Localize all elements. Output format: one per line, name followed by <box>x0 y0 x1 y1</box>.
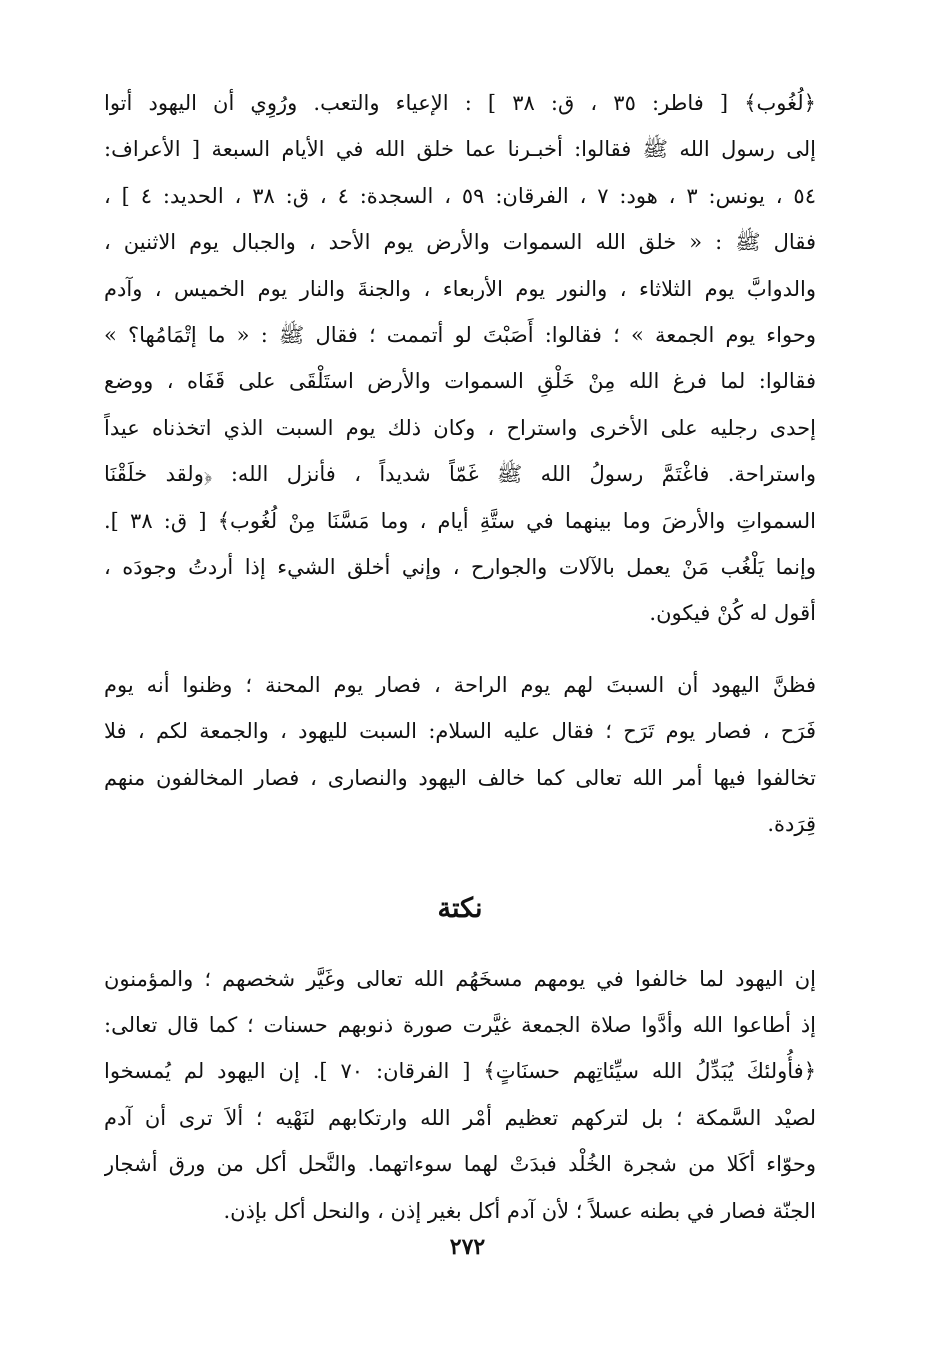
text-line: ﴿لُغُوب﴾ [ فاطر: ٣٥ ، ق: ٣٨ ] : الإعياء والتعب. ورُوِي أن اليهود أتوا <box>104 91 816 115</box>
text-line: ٥٤ ، يونس: ٣ ، هود: ٧ ، الفرقان: ٥٩ ، السجدة: ٤ ، ق: ٣٨ ، الحديد: ٤ ] ، <box>104 183 816 208</box>
paragraph-1 <box>104 80 816 637</box>
text-line: ﴿فأُولئكَ يُبَدِّلُ الله سيِّئاتِهم حسنَاتٍ﴾ [ الفرقان: ٧٠ ]. إن اليهود لم يُمسخوا <box>104 1059 816 1084</box>
text-line: إحدى رجليه على الأخرى واستراح ، وكان ذلك يوم السبت الذي اتخذناه عيداً <box>104 415 816 440</box>
text-line: فَرَح ، فصار يوم تَرَح ؛ فقال عليه السلام: السبت لليهود ، والجمعة لكم ، فلا <box>104 719 816 744</box>
page-number: ٢٧٢ <box>449 1234 486 1260</box>
section-heading: نكتة <box>437 892 483 924</box>
paragraph-2 <box>104 662 816 848</box>
text-line: فقالوا: لما فرغ الله مِنْ خَلْقِ السموات والأرض استَلْقَى على قَفَاه ، ووضع <box>104 369 816 394</box>
text-line: إذ أطاعوا الله وأدَّوا صلاة الجمعة غيَّرت صورة ذنوبهم حسنات ؛ كما قال تعالى: <box>104 1012 816 1037</box>
paragraph-3 <box>104 956 816 1234</box>
text-line: فظنَّ اليهود أن السبتَ لهم يوم الراحة ، فصار يوم المحنة ؛ وظنوا أنه يوم <box>104 672 816 697</box>
text-line: والدوابَّ يوم الثلاثاء ، والنور يوم الأربعاء ، والجنةَ والنار يوم الخميس ، وآدم <box>104 276 816 301</box>
text-line: وإنما يَلْغُب مَنْ يعمل بالآلات والجوارح ، وإني أخلق الشيء إذا أردتُ وجودَه ، <box>104 555 816 580</box>
text-line: السمواتِ والأرضَ وما بينهما في ستَّةِ أيام ، وما مَسَّنَا مِنْ لُغُوب﴾ [ ق: ٣٨ ]. <box>104 508 816 533</box>
text-line: إلى رسول الله ﷺ فقالوا: أخبـرنا عما خلق الله في الأيام السبعة [ الأعراف: <box>104 137 816 162</box>
text-line: الجنّة فصار في بطنه عسلاً ؛ لأن آدم أكل بغير إذن ، والنحل أكل بإذن. <box>223 1198 816 1223</box>
text-line: وحواء يوم الجمعة » ؛ فقالوا: أَصَبْتَ لو أتممت ؛ فقال ﷺ : « ما إتْمَامُها؟ » <box>104 323 816 348</box>
text-line: فقال ﷺ : « خلق الله السموات والأرض يوم الأحد ، والجبال يوم الاثنين ، <box>104 230 816 255</box>
text-line: واستراحة. فاغْتَمَّ رسولُ الله ﷺ غَمّاً شديداً ، فأنزل الله: ﴿ولقد خلَقْنَا <box>104 462 816 487</box>
text-line: لصيْد السَّمكة ؛ بل لتركهم تعظيم أمْر الله وارتكابهم لنَهْيه ؛ ألاَ ترى أن آدم <box>104 1105 816 1130</box>
text-line: أقول له كُنْ فيكون. <box>649 601 816 626</box>
page-body <box>104 80 816 1234</box>
text-line: قِرَدة. <box>767 812 816 837</box>
text-line: وحوّاء أكَلا من شجرة الخُلْد فبدَتْ لهما سوءاتهما. والنَّحل أكل من ورق أشجار <box>104 1152 816 1177</box>
text-line: تخالفوا فيها أمر الله تعالى كما خالف اليهود والنصارى ، فصار المخالفون منهم <box>104 765 816 790</box>
text-line: إن اليهود لما خالفوا في يومهم مسخَهُم الله تعالى وغَيَّر شخصهم ؛ والمؤمنون <box>104 966 816 991</box>
